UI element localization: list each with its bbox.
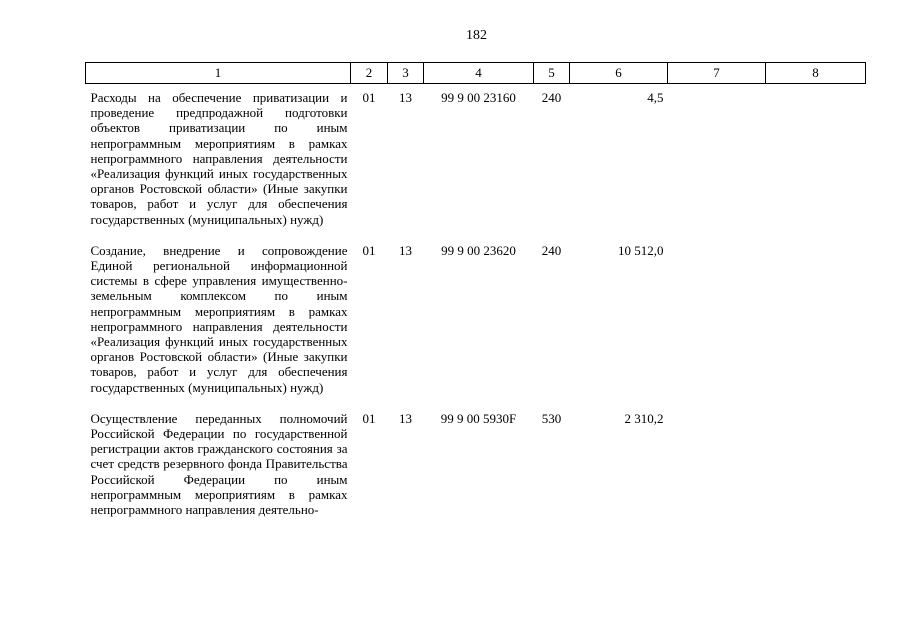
row-amount-col6: 10 512,0 <box>618 242 664 258</box>
header-col-1: 1 <box>86 63 351 84</box>
row-subsection-code: 13 <box>399 410 412 426</box>
table-row <box>86 405 866 527</box>
table-body <box>86 84 866 528</box>
row-amount-col6: 2 310,2 <box>624 410 664 426</box>
header-col-3: 3 <box>388 63 424 84</box>
row-description: Расходы на обеспечение приватизации и проведение предпродажной подготовки объектов приватизации по иным непрограммным мероприятиям в рамках непрограммного направления деятельности «Реализация функций иных государственных органов Ростовской области» (Иные закупки товаров, работ и услуг для обеспечения государственных (муниципальных) нужд) <box>90 90 348 227</box>
row-amount-col7 <box>668 84 766 237</box>
row-section-code: 01 <box>362 410 376 426</box>
row-amount-col8 <box>766 237 866 405</box>
row-section-code: 01 <box>362 90 376 105</box>
row-amount-col7 <box>668 237 766 405</box>
row-target-article: 99 9 00 23620 <box>441 242 516 258</box>
row-subsection-code: 13 <box>399 242 412 258</box>
header-col-8: 8 <box>766 63 866 84</box>
header-col-6: 6 <box>570 63 668 84</box>
row-target-article: 99 9 00 23160 <box>441 90 516 105</box>
row-amount-col8 <box>766 84 866 237</box>
page-number: 182 <box>466 28 487 43</box>
row-amount-col6: 4,5 <box>647 90 664 105</box>
header-col-5: 5 <box>534 63 570 84</box>
row-subsection-code: 13 <box>399 90 412 105</box>
table-row <box>86 84 866 237</box>
row-section-code: 01 <box>362 242 376 258</box>
budget-table-container <box>85 62 865 527</box>
row-amount-col7 <box>668 405 766 527</box>
row-description-cell <box>86 405 351 527</box>
row-description: Создание, внедрение и сопровождение Единой региональной информационной системы в сфере управления имущественно-земельным комплексом по иным непрограммным мероприятиям в рамках непрограммного направления деятельности «Реализация функций иных государственных органов Ростовской области» (Иные закупки товаров, работ и услуг для обеспечения государственных (муниципальных) нужд) <box>90 242 348 395</box>
header-col-2: 2 <box>351 63 388 84</box>
row-expense-type: 530 <box>541 410 562 426</box>
header-row <box>86 63 866 84</box>
row-expense-type: 240 <box>541 90 562 105</box>
row-expense-type: 240 <box>541 242 562 258</box>
header-col-7: 7 <box>668 63 766 84</box>
table-row <box>86 237 866 405</box>
row-amount-col8 <box>766 405 866 527</box>
row-target-article: 99 9 00 5930F <box>440 410 517 426</box>
table-header <box>86 63 866 84</box>
budget-table <box>85 62 866 527</box>
header-col-4: 4 <box>424 63 534 84</box>
row-description: Осуществление переданных полномочий Российской Федерации по государственной регистрации актов гражданского состояния за счет средств резервного фонда Правительства Российской Федерации по иным непрограммным мероприятиям в рамках непрограммного направления деятельно- <box>90 410 348 518</box>
